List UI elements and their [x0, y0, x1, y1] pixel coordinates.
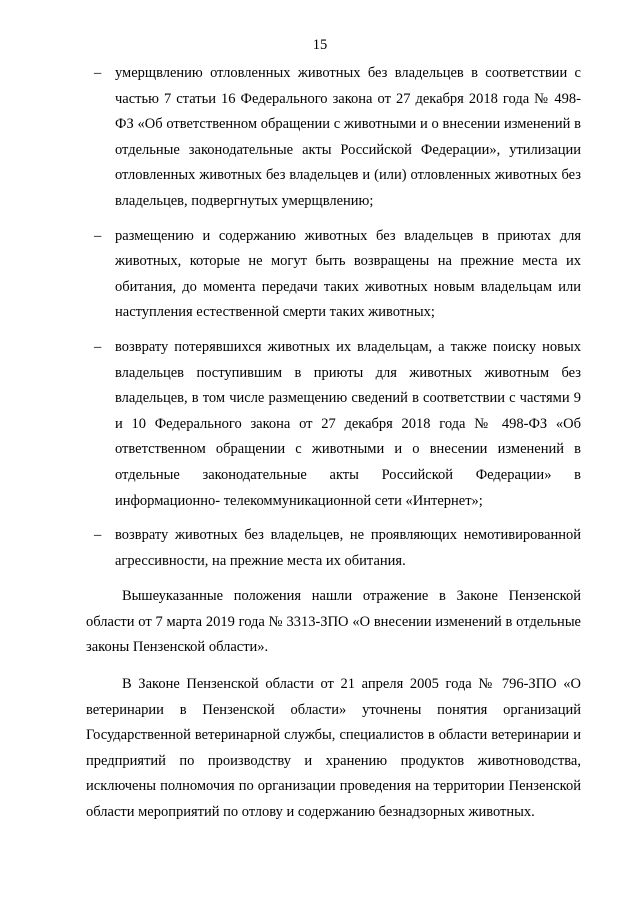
list-item-text: возврату потерявшихся животных их владельцам, а также поиску новых владельцев поступившим в приюты для животных животным без владельцев, в том числе размещению сведений в соответствии с частями 9 и 10 Федерального закона от 27 декабря 2018 года № 498-ФЗ «Об ответственном обращении с животными и о внесении изменений в отдельные законодательные акты Российской Федерации» в информационно- телекоммуникационной сети «Интернет»; — [115, 338, 581, 509]
document-body — [86, 61, 581, 837]
list-item-text: возврату животных без владельцев, не проявляющих немотивированной агрессивности, на прежние места их обитания. — [115, 527, 581, 569]
page-number: 15 — [312, 37, 328, 53]
paragraph-regional-law-2019: Вышеуказанные положения нашли отражение в Законе Пензенской области от 7 марта 2019 года № 3313-ЗПО «О внесении изменений в отдельные законы Пензенской области». — [86, 588, 581, 656]
list-item — [86, 523, 581, 574]
list-item — [86, 61, 581, 215]
list-dash: – — [94, 65, 102, 81]
paragraph-veterinary-law: В Законе Пензенской области от 21 апреля 2005 года № 796-ЗПО «О ветеринарии в Пензенской области» уточнены понятия организаций Государственной ветеринарной службы, специалистов в области ветеринарии и предприятий по производству и хранению продуктов животноводства, исключены полномочия по организации проведения на территории Пензенской области мероприятий по отлову и содержанию безнадзорных животных. — [86, 676, 581, 821]
list-item-text: размещению и содержанию животных без владельцев в приютах для животных, которые не могут быть возвращены на прежние места их обитания, до момента передачи таких животных новым владельцам или наступления естественной смерти таких животных; — [115, 227, 581, 321]
list-dash: – — [94, 338, 102, 355]
measures-list — [86, 61, 581, 574]
list-item — [86, 224, 581, 326]
list-dash: – — [94, 227, 102, 244]
list-item — [86, 335, 581, 514]
list-item-text: умерщвлению отловленных животных без владельцев в соответствии с частью 7 статьи 16 Федерального закона от 27 декабря 2018 года № 498-ФЗ «Об ответственном обращении с животными и о внесении изменений в отдельные законодательные акты Российской Федерации», утилизации отловленных животных без владельцев и (или) отловленных животных без владельцев, подвергнутых умерщвлению; — [115, 65, 581, 209]
list-dash: – — [94, 527, 102, 544]
